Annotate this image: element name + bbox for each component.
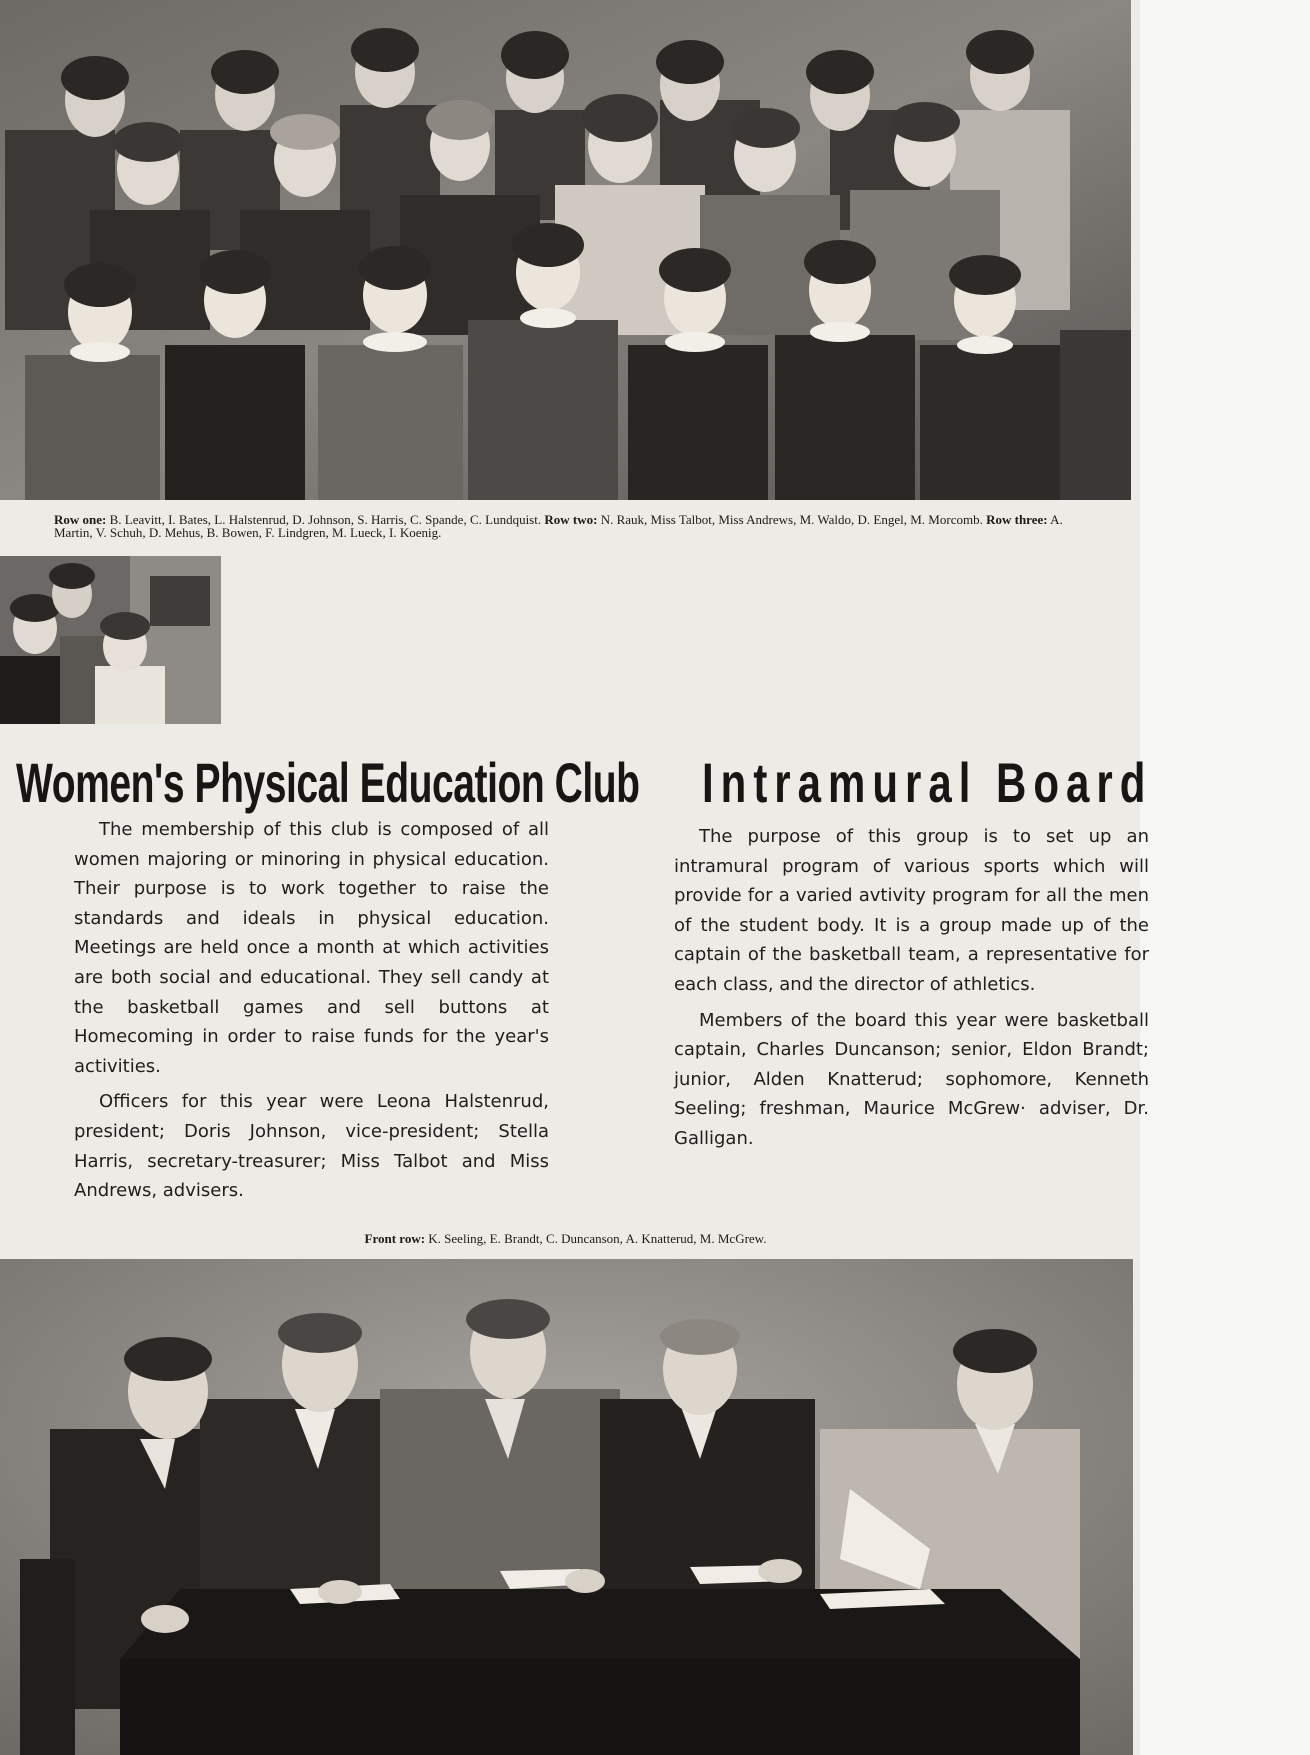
row-three-label: Row three: — [986, 512, 1048, 527]
intramural-paragraph-2: Members of the board this year were basketball captain, Charles Duncanson; senior, Eldon Brandt; junior, Alden Knatterud; sophomore, Kenneth Seeling; freshman, Maurice McGrew· adviser, Dr. Galligan. — [674, 1009, 1149, 1149]
intramural-board-article — [674, 822, 1149, 1160]
women-club-photo-caption — [54, 513, 1094, 539]
women-club-article — [74, 815, 549, 1212]
intramural-board-group-photo — [0, 1259, 1133, 1755]
intramural-photo-caption — [0, 1232, 1131, 1245]
page-margin — [1140, 0, 1310, 1755]
intramural-paragraph-1: The purpose of this group is to set up an intramural program of various sports which will provide for a varied avtivity program for all the men of the student body. It is a group made up of the captain of the basketball team, a representative for each class, and the director of athletics. — [674, 826, 1149, 995]
row-three-names: A. Martin, V. Schuh, D. Mehus, B. Bowen, F. Lindgren, M. Lueck, I. Koenig. — [54, 512, 1063, 540]
small-candid-photo — [0, 556, 221, 724]
row-one-names: B. Leavitt, I. Bates, L. Halstenrud, D. Johnson, S. Harris, C. Spande, C. Lundquist. — [106, 512, 545, 527]
front-row-names: K. Seeling, E. Brandt, C. Duncanson, A. Knatterud, M. McGrew. — [425, 1231, 767, 1246]
row-two-names: N. Rauk, Miss Talbot, Miss Andrews, M. Waldo, D. Engel, M. Morcomb. — [597, 512, 987, 527]
women-club-heading: Women's Physical Education Club — [16, 752, 640, 815]
small-candid-photo-image — [0, 556, 221, 724]
row-two-label: Row two: — [544, 512, 598, 527]
front-row-label: Front row: — [364, 1231, 426, 1246]
women-club-group-photo — [0, 0, 1131, 500]
women-club-paragraph-2: Officers for this year were Leona Halstenrud, president; Doris Johnson, vice-president; Stella Harris, secretary-treasurer; Miss Talbot and Miss Andrews, advisers. — [74, 1091, 549, 1202]
women-club-paragraph-1: The membership of this club is composed of all women majoring or minoring in physical education. Their purpose is to work together to raise the standards and ideals in physical education. Meetings are held once a month at which activities are both social and educational. They sell candy at the basketball games and sell buttons at Homecoming in order to raise funds for the year's activities. — [74, 819, 549, 1077]
row-one-label: Row one: — [54, 512, 107, 527]
women-club-photo-image — [0, 0, 1131, 500]
intramural-board-heading: Intramural Board — [702, 752, 1153, 815]
intramural-photo-image — [0, 1259, 1133, 1755]
